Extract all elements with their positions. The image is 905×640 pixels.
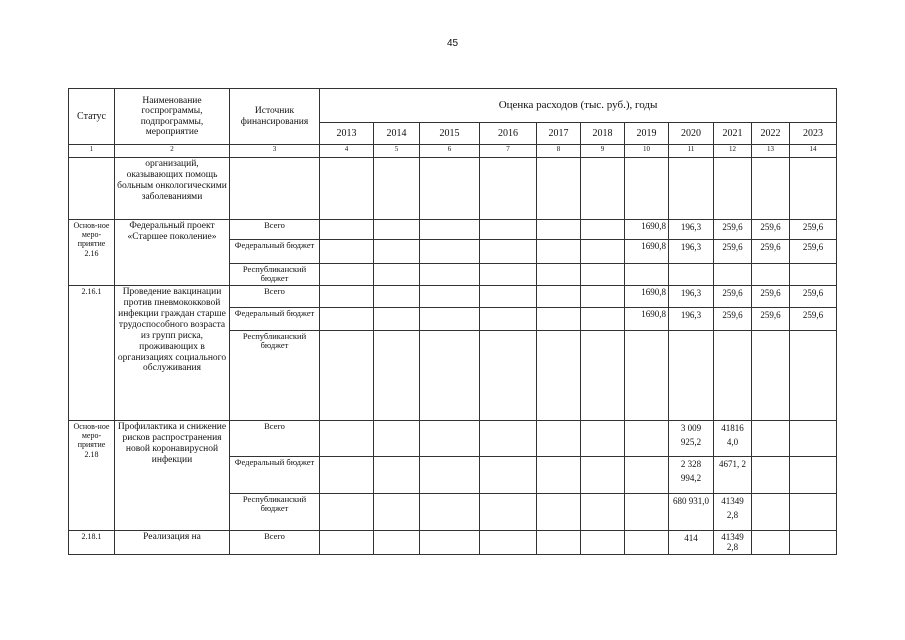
funding-source: Федеральный бюджет — [230, 240, 320, 264]
column-number: 5 — [374, 145, 420, 158]
column-number: 2 — [115, 145, 230, 158]
year-cell: 2023 — [790, 123, 837, 145]
column-number: 10 — [625, 145, 669, 158]
value-cell: 1690,8 — [625, 308, 669, 331]
year-cell: 2020 — [669, 123, 714, 145]
header-name: Наименование госпрограммы, подпрограммы, мероприятие — [115, 89, 230, 145]
column-number: 13 — [752, 145, 790, 158]
column-number: 12 — [714, 145, 752, 158]
value-cell: 259,6 — [790, 240, 837, 264]
value-cell: 259,6 — [752, 240, 790, 264]
funding-source: Федеральный бюджет — [230, 457, 320, 494]
column-number: 1 — [69, 145, 115, 158]
year-cell: 2018 — [581, 123, 625, 145]
funding-source: Республиканский бюджет — [230, 494, 320, 531]
funding-source: Всего — [230, 531, 320, 555]
column-number: 7 — [480, 145, 537, 158]
page-number: 45 — [446, 38, 459, 49]
funding-source: Всего — [230, 286, 320, 308]
value-cell: 259,6 — [714, 240, 752, 264]
measure-name: Проведение вакцинации против пневмококковой инфекции граждан старше трудоспособного возраста из групп риска, проживающих в организациях социального обслуживания — [115, 286, 230, 421]
value-cell: 259,6 — [752, 308, 790, 331]
value-cell: 1690,8 — [625, 240, 669, 264]
value-cell: 259,6 — [790, 220, 837, 240]
column-number-row — [69, 145, 837, 158]
funding-source: Всего — [230, 220, 320, 240]
column-number: 14 — [790, 145, 837, 158]
measure-name: Реализация на — [115, 531, 230, 555]
column-number: 11 — [669, 145, 714, 158]
year-cell: 2015 — [420, 123, 480, 145]
value-cell: 196,3 — [669, 220, 714, 240]
measure-status: Основ-ное меро-приятие 2.18 — [69, 421, 115, 531]
funding-source: Федеральный бюджет — [230, 308, 320, 331]
value-cell: 259,6 — [752, 220, 790, 240]
value-cell: 41816 4,0 — [714, 421, 752, 457]
measure-status: 2.18.1 — [69, 531, 115, 555]
value-cell: 2 328 994,2 — [669, 457, 714, 494]
header-source: Источник финансирования — [230, 89, 320, 145]
table-row — [69, 421, 837, 457]
value-cell: 196,3 — [669, 240, 714, 264]
measure-name: организаций, оказывающих помощь больным онкологическими заболеваниями — [115, 158, 230, 220]
value-cell: 1690,8 — [625, 286, 669, 308]
measure-name: Профилактика и снижение рисков распространения новой коронавирусной инфекции — [115, 421, 230, 531]
value-cell: 1690,8 — [625, 220, 669, 240]
table-row — [69, 531, 837, 555]
table-row — [69, 220, 837, 240]
measure-status: 2.16.1 — [69, 286, 115, 421]
funding-source: Республиканский бюджет — [230, 331, 320, 421]
column-number: 9 — [581, 145, 625, 158]
table-row — [69, 286, 837, 308]
value-cell: 259,6 — [752, 286, 790, 308]
measure-name: Федеральный проект «Старшее поколение» — [115, 220, 230, 286]
year-cell: 2022 — [752, 123, 790, 145]
value-cell: 680 931,0 — [669, 494, 714, 531]
table-row — [69, 158, 837, 220]
measure-status: Основ-ное меро-приятие 2.16 — [69, 220, 115, 286]
year-cell: 2017 — [537, 123, 581, 145]
year-cell: 2019 — [625, 123, 669, 145]
funding-source: Всего — [230, 421, 320, 457]
funding-source: Республиканский бюджет — [230, 264, 320, 286]
year-cell: 2021 — [714, 123, 752, 145]
expenditure-table — [68, 88, 837, 555]
value-cell: 41349 2,8 — [714, 494, 752, 531]
column-number: 8 — [537, 145, 581, 158]
value-cell: 414 — [669, 531, 714, 555]
header-status: Статус — [69, 89, 115, 145]
column-number: 4 — [320, 145, 374, 158]
value-cell: 259,6 — [714, 220, 752, 240]
value-cell: 259,6 — [714, 286, 752, 308]
value-cell: 196,3 — [669, 308, 714, 331]
value-cell: 259,6 — [714, 308, 752, 331]
year-cell: 2016 — [480, 123, 537, 145]
value-cell: 3 009 925,2 — [669, 421, 714, 457]
header-estimate: Оценка расходов (тыс. руб.), годы — [320, 89, 837, 123]
header-row — [69, 89, 837, 123]
year-cell: 2013 — [320, 123, 374, 145]
column-number: 6 — [420, 145, 480, 158]
value-cell: 41349 2,8 — [714, 531, 752, 555]
column-number: 3 — [230, 145, 320, 158]
value-cell: 259,6 — [790, 286, 837, 308]
year-cell: 2014 — [374, 123, 420, 145]
value-cell: 259,6 — [790, 308, 837, 331]
value-cell: 196,3 — [669, 286, 714, 308]
value-cell: 4671, 2 — [714, 457, 752, 494]
